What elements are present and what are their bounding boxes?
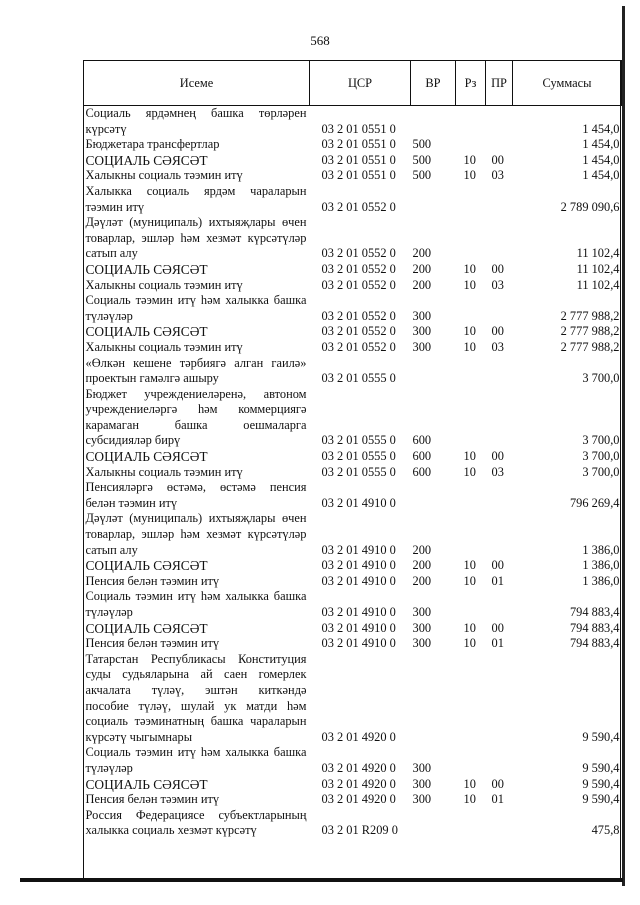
table-row <box>84 262 622 278</box>
row-pr: 01 <box>491 573 504 588</box>
table-row <box>84 184 622 215</box>
header-csr: ЦСР <box>310 61 411 106</box>
row-sum: 794 883,4 <box>569 620 620 635</box>
row-name-line: Социаль тәэмин итү һәм халыкка башка <box>85 745 307 760</box>
row-name-line: «Өлкән кешене тәрбиягә алган гаилә» <box>85 355 307 370</box>
row-csr: 03 2 01 0551 0 <box>321 121 396 136</box>
row-pr <box>486 745 513 776</box>
row-vr: 200 <box>412 261 432 276</box>
row-sum: 475,8 <box>591 823 620 838</box>
table-row <box>84 387 622 449</box>
row-sum: 9 590,4 <box>582 729 620 744</box>
row-name <box>84 621 310 637</box>
row-pr <box>486 511 513 558</box>
row-vr: 500 <box>412 137 432 152</box>
table-row <box>84 106 622 138</box>
row-pr: 03 <box>491 464 504 479</box>
row-name-line: Россия Федерациясе субъектларының <box>85 807 307 822</box>
row-vr: 300 <box>412 636 432 651</box>
row-pr: 03 <box>491 168 504 183</box>
row-name <box>84 777 310 793</box>
header-pr: ПР <box>486 61 513 106</box>
row-csr: 03 2 01 R209 0 <box>321 823 398 838</box>
row-rz: 10 <box>463 324 476 339</box>
row-csr: 03 2 01 4910 0 <box>321 558 396 573</box>
table-row <box>84 340 622 356</box>
row-rz <box>456 652 486 746</box>
table-row <box>84 621 622 637</box>
row-name <box>84 356 310 387</box>
table-row <box>84 356 622 387</box>
table-row <box>84 589 622 620</box>
row-name <box>84 262 310 278</box>
row-rz: 10 <box>463 792 476 807</box>
page-number: 568 <box>310 33 330 48</box>
row-name <box>84 137 310 153</box>
row-vr: 300 <box>412 605 432 619</box>
row-rz <box>456 137 486 153</box>
row-name-line: Бюджет учреждениеләренә, автоном <box>85 386 307 401</box>
table-header <box>84 61 622 106</box>
row-vr: 300 <box>412 760 432 775</box>
row-pr: 03 <box>491 339 504 354</box>
row-csr: 03 2 01 0555 0 <box>321 449 396 464</box>
row-csr: 03 2 01 0555 0 <box>321 371 396 386</box>
row-sum: 794 883,4 <box>569 636 620 651</box>
row-sum: 11 102,4 <box>576 277 620 292</box>
row-csr: 03 2 01 0552 0 <box>321 324 396 339</box>
row-name-line: сатып алу <box>85 542 138 557</box>
row-csr: 03 2 01 4910 0 <box>321 620 396 635</box>
row-name <box>84 153 310 169</box>
row-rz <box>456 387 486 449</box>
table-row <box>84 278 622 294</box>
row-sum: 1 454,0 <box>582 121 620 136</box>
table-row <box>84 215 622 262</box>
table-row <box>84 574 622 590</box>
row-name <box>84 465 310 481</box>
row-name-line: Дәүләт (муниципаль) ихтыяҗлары өчен <box>85 511 307 526</box>
row-csr: 03 2 01 0551 0 <box>321 168 396 183</box>
row-csr: 03 2 01 4910 0 <box>321 605 396 619</box>
table-row <box>84 745 622 776</box>
row-sum: 1 454,0 <box>582 137 620 152</box>
row-rz <box>456 356 486 387</box>
row-vr: 200 <box>412 246 432 261</box>
row-vr <box>411 184 456 215</box>
row-vr: 200 <box>412 277 432 292</box>
row-pr <box>486 808 513 839</box>
table-row <box>84 465 622 481</box>
row-name-line: пособие түләү, шулай ук матди һәм <box>85 698 307 713</box>
row-vr: 600 <box>412 449 432 464</box>
row-name-line: Дәүләт (муниципаль) ихтыяҗлары өчен <box>85 215 307 230</box>
row-pr <box>486 652 513 746</box>
row-sum: 9 590,4 <box>582 792 620 807</box>
row-csr: 03 2 01 4910 0 <box>321 495 396 510</box>
row-rz: 10 <box>463 277 476 292</box>
row-name-line: Халыкны социаль тәэмин итү <box>85 277 243 292</box>
row-name-line: акчалата түләү, эштән киткәндә <box>85 682 307 697</box>
row-rz <box>456 215 486 262</box>
row-pr: 01 <box>491 636 504 651</box>
table-row <box>84 808 622 839</box>
row-sum: 3 700,0 <box>582 464 620 479</box>
row-rz <box>456 589 486 620</box>
table-row <box>84 449 622 465</box>
row-sum: 3 700,0 <box>582 433 620 448</box>
header-sum: Суммасы <box>513 61 622 106</box>
row-sum: 2 777 988,2 <box>560 339 620 354</box>
row-csr: 03 2 01 0552 0 <box>321 261 396 276</box>
row-name <box>84 168 310 184</box>
row-rz <box>456 808 486 839</box>
row-pr: 00 <box>491 324 504 339</box>
row-name <box>84 808 310 839</box>
row-sum: 9 590,4 <box>582 760 620 775</box>
row-sum: 3 700,0 <box>582 449 620 464</box>
row-name <box>84 340 310 356</box>
row-csr: 03 2 01 0552 0 <box>321 199 396 214</box>
row-name <box>84 745 310 776</box>
row-vr: 600 <box>412 433 432 448</box>
row-name-line: Халыкны социаль тәэмин итү <box>85 339 243 354</box>
row-vr: 200 <box>412 542 432 557</box>
row-name <box>84 574 310 590</box>
row-csr: 03 2 01 4920 0 <box>321 776 396 791</box>
row-sum: 1 454,0 <box>582 168 620 183</box>
row-sum: 2 789 090,6 <box>560 199 620 214</box>
row-name-line: суды судьяларына ай саен гомерлек <box>85 667 307 682</box>
row-name <box>84 480 310 511</box>
row-name-line: Пенсияләргә өстәмә, өстәмә пенсия <box>85 480 307 495</box>
header-name: Исеме <box>84 61 310 106</box>
row-pr <box>486 356 513 387</box>
row-name-line: карамаган башка оешмаларга <box>85 417 307 432</box>
row-pr <box>486 215 513 262</box>
row-vr: 300 <box>412 620 432 635</box>
row-pr: 00 <box>491 558 504 573</box>
row-name-line: товарлар, эшләр һәм хезмәт күрсәтүләр <box>85 230 307 245</box>
row-name-line: тәэмин итү <box>85 199 145 214</box>
row-sum: 11 102,4 <box>576 246 620 261</box>
row-sum: 1 386,0 <box>582 542 620 557</box>
row-sum: 796 269,4 <box>569 495 620 510</box>
row-name <box>84 293 310 324</box>
row-name-line: проектын гамәлгә ашыру <box>85 371 219 386</box>
row-csr: 03 2 01 0551 0 <box>321 137 396 152</box>
row-pr <box>486 184 513 215</box>
row-sum: 794 883,4 <box>569 605 620 619</box>
table-row <box>84 652 622 746</box>
row-name-line: Халыкка социаль ярдәм чараларын <box>85 183 307 198</box>
row-name-line: СОЦИАЛЬ СӘЯСӘТ <box>85 620 208 636</box>
row-name <box>84 387 310 449</box>
header-rz: Рз <box>456 61 486 106</box>
row-name-line: Социаль ярдәмнең башка төрләрен <box>85 106 307 120</box>
table-row <box>84 153 622 169</box>
row-csr: 03 2 01 0555 0 <box>321 464 396 479</box>
row-name-line: СОЦИАЛЬ СӘЯСӘТ <box>85 558 208 574</box>
row-name-line: субсидияләр бирү <box>85 433 181 448</box>
row-pr <box>486 589 513 620</box>
row-vr <box>411 808 456 839</box>
row-vr: 500 <box>412 168 432 183</box>
row-csr: 03 2 01 0552 0 <box>321 339 396 354</box>
row-name-line: СОЦИАЛЬ СӘЯСӘТ <box>85 449 208 465</box>
row-csr: 03 2 01 0552 0 <box>321 246 396 261</box>
table-row <box>84 137 622 153</box>
row-sum: 3 700,0 <box>582 371 620 386</box>
row-name-line: Социаль тәэмин итү һәм халыкка башка <box>85 293 307 308</box>
row-name-line: сатып алу <box>85 246 138 261</box>
row-vr: 200 <box>412 573 432 588</box>
row-name-line: СОЦИАЛЬ СӘЯСӘТ <box>85 261 208 277</box>
row-rz: 10 <box>463 636 476 651</box>
row-csr: 03 2 01 4920 0 <box>321 760 396 775</box>
row-vr: 300 <box>412 308 432 323</box>
row-name-line: күрсәтү <box>85 121 127 136</box>
row-name-line: Пенсия белән тәэмин итү <box>85 792 220 807</box>
table-row <box>84 636 622 652</box>
row-name-line: түләүләр <box>85 760 133 775</box>
row-pr: 03 <box>491 277 504 292</box>
row-pr: 00 <box>491 261 504 276</box>
row-name-line: Пенсия белән тәэмин итү <box>85 636 220 651</box>
row-vr <box>411 106 456 138</box>
row-csr: 03 2 01 4910 0 <box>321 573 396 588</box>
row-name-line: Бюджетара трансфертлар <box>85 137 220 152</box>
row-name <box>84 278 310 294</box>
row-sum: 1 386,0 <box>582 558 620 573</box>
table-row <box>84 792 622 808</box>
page-right-edge <box>622 6 625 886</box>
table-row <box>84 511 622 558</box>
row-pr <box>486 480 513 511</box>
row-name-line: күрсәтү чыгымнары <box>85 729 193 744</box>
row-name <box>84 449 310 465</box>
row-vr: 500 <box>412 152 432 167</box>
row-vr <box>411 652 456 746</box>
row-name-line: Татарстан Республикасы Конституция <box>85 651 307 666</box>
row-rz <box>456 184 486 215</box>
row-vr: 600 <box>412 464 432 479</box>
row-name-line: халыкка социаль хезмәт күрсәтү <box>85 823 257 838</box>
row-name-line: СОЦИАЛЬ СӘЯСӘТ <box>85 152 208 168</box>
row-name <box>84 558 310 574</box>
row-rz: 10 <box>463 620 476 635</box>
row-pr <box>486 293 513 324</box>
table-row <box>84 777 622 793</box>
row-csr: 03 2 01 4910 0 <box>321 636 396 651</box>
row-sum: 11 102,4 <box>576 261 620 276</box>
row-name <box>84 324 310 340</box>
row-name-line: товарлар, эшләр һәм хезмәт күрсәтүләр <box>85 527 307 542</box>
row-name <box>84 589 310 620</box>
row-pr <box>486 106 513 138</box>
row-sum: 2 777 988,2 <box>560 324 620 339</box>
row-name <box>84 215 310 262</box>
row-rz <box>456 511 486 558</box>
row-pr: 00 <box>491 449 504 464</box>
row-rz: 10 <box>463 558 476 573</box>
table-row <box>84 558 622 574</box>
row-rz <box>456 106 486 138</box>
row-vr: 300 <box>412 776 432 791</box>
table-row <box>84 480 622 511</box>
row-name <box>84 636 310 652</box>
row-name-line: социаль тәэминатның башка чараларын <box>85 714 307 729</box>
row-name <box>84 184 310 215</box>
row-vr <box>411 356 456 387</box>
row-pr <box>486 137 513 153</box>
row-name <box>84 106 310 138</box>
row-name-line: Халыкны социаль тәэмин итү <box>85 168 243 183</box>
row-rz <box>456 293 486 324</box>
row-vr: 300 <box>412 792 432 807</box>
row-vr: 300 <box>412 339 432 354</box>
row-pr: 00 <box>491 776 504 791</box>
row-name-line: СОЦИАЛЬ СӘЯСӘТ <box>85 776 208 792</box>
row-rz: 10 <box>463 168 476 183</box>
row-csr: 03 2 01 0551 0 <box>321 152 396 167</box>
row-rz: 10 <box>463 449 476 464</box>
row-vr <box>411 480 456 511</box>
row-rz: 10 <box>463 573 476 588</box>
header-vr: ВР <box>411 61 456 106</box>
table-row <box>84 293 622 324</box>
row-name-line: түләүләр <box>85 605 133 619</box>
row-sum: 1 386,0 <box>582 573 620 588</box>
row-csr: 03 2 01 4910 0 <box>321 542 396 557</box>
row-name-line: түләүләр <box>85 308 133 323</box>
table-row <box>84 168 622 184</box>
budget-table <box>83 60 622 839</box>
row-rz: 10 <box>463 339 476 354</box>
row-name-line: учреждениеләргә һәм коммерциягә <box>85 402 307 417</box>
row-csr: 03 2 01 0552 0 <box>321 277 396 292</box>
row-rz <box>456 480 486 511</box>
row-csr: 03 2 01 0555 0 <box>321 433 396 448</box>
row-rz: 10 <box>463 261 476 276</box>
row-sum: 2 777 988,2 <box>560 308 620 323</box>
row-sum: 1 454,0 <box>582 152 620 167</box>
row-pr: 01 <box>491 792 504 807</box>
row-name-line: Халыкны социаль тәэмин итү <box>85 464 243 479</box>
row-csr: 03 2 01 0552 0 <box>321 308 396 323</box>
row-rz: 10 <box>463 464 476 479</box>
row-name-line: белән тәэмин итү <box>85 495 178 510</box>
row-name <box>84 511 310 558</box>
table-row <box>84 324 622 340</box>
row-csr: 03 2 01 4920 0 <box>321 792 396 807</box>
row-name-line: Пенсия белән тәэмин итү <box>85 573 220 588</box>
row-name-line: Социаль тәэмин итү һәм халыкка башка <box>85 589 307 604</box>
table-body <box>84 106 622 839</box>
row-name-line: СОЦИАЛЬ СӘЯСӘТ <box>85 324 208 340</box>
row-pr: 00 <box>491 152 504 167</box>
row-rz <box>456 745 486 776</box>
row-rz: 10 <box>463 776 476 791</box>
row-sum: 9 590,4 <box>582 776 620 791</box>
row-pr <box>486 387 513 449</box>
row-name <box>84 792 310 808</box>
row-pr: 00 <box>491 620 504 635</box>
row-name <box>84 652 310 746</box>
row-rz: 10 <box>463 152 476 167</box>
row-csr: 03 2 01 4920 0 <box>321 729 396 744</box>
row-vr: 200 <box>412 558 432 573</box>
row-vr: 300 <box>412 324 432 339</box>
bottom-rule <box>20 878 623 882</box>
